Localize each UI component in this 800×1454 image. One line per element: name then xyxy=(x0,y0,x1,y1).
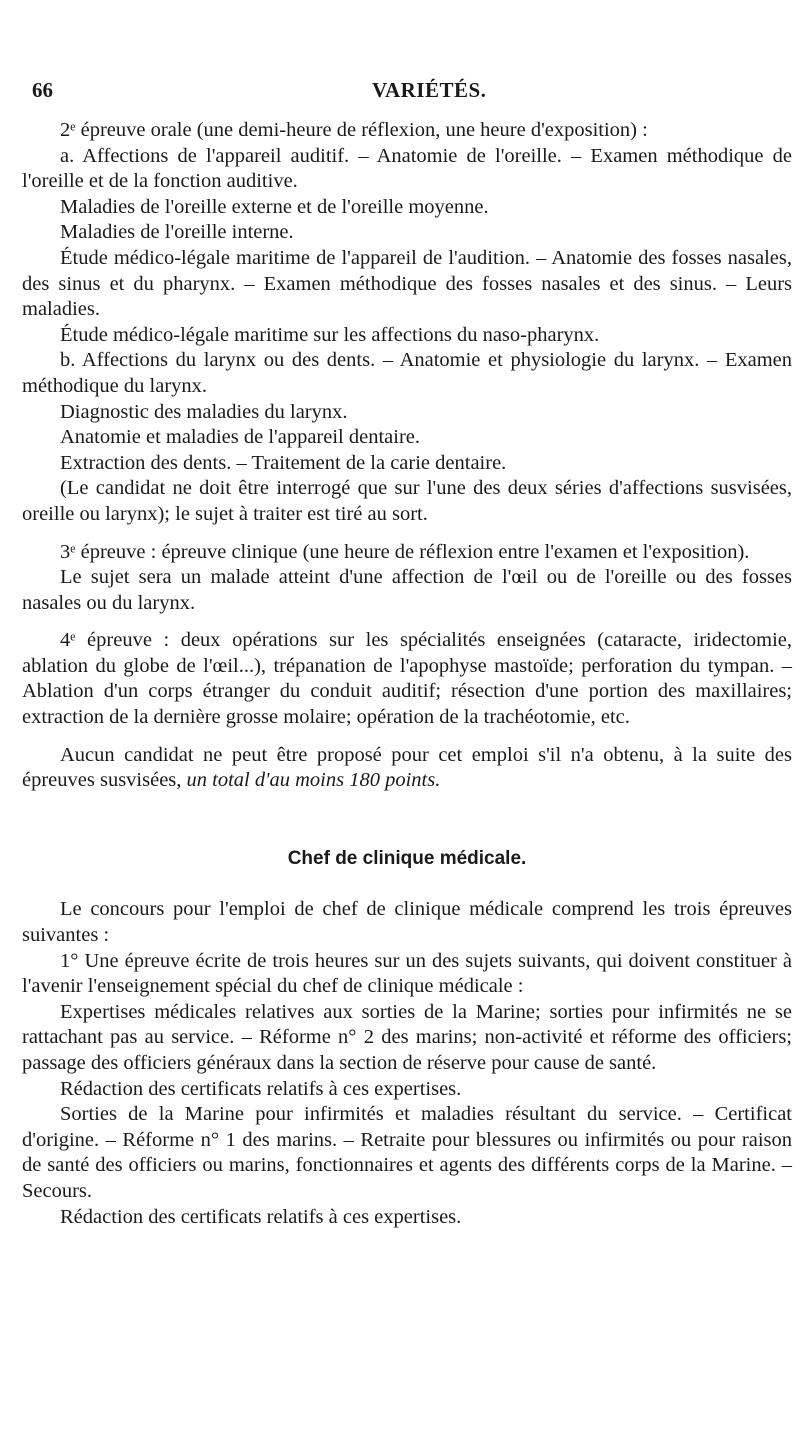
paragraph: Rédaction des certificats relatifs à ces expertises. xyxy=(60,1205,462,1228)
emphasized-text: un total d'au moins 180 points. xyxy=(186,769,441,792)
paragraph: Étude médico-légale maritime de l'appareil de l'audition. – Anatomie des fosses nasales, des sinus et du pharynx. – Examen méthodique des fosses nasales et des sinus. – Leurs maladies. xyxy=(22,246,792,321)
paragraph: Extraction des dents. – Traitement de la carie dentaire. xyxy=(60,451,507,474)
paragraph: Sorties de la Marine pour infirmités et maladies résultant du service. – Certificat d'origine. – Réforme n° 1 des marins. – Retraite pour blessures ou infirmités ou pour raison de santé des officiers ou marins, fonctionnaires et agents des différents corps de la Marine. – Secours. xyxy=(22,1103,792,1202)
document-body xyxy=(22,118,792,1230)
paragraph: Expertises médicales relatives aux sorties de la Marine; sorties pour infirmités ne se rattachant pas au service. – Réforme n° 2 des marins; non-activité et réforme des officiers; passage des officiers généraux dans la section de réserve pour cause de santé. xyxy=(22,1000,792,1074)
page-header xyxy=(32,78,760,106)
paragraph: Le concours pour l'emploi de chef de clinique médicale comprend les trois épreuves suivantes : xyxy=(22,898,792,947)
paragraph: Maladies de l'oreille interne. xyxy=(60,221,294,244)
paragraph: Diagnostic des maladies du larynx. xyxy=(60,400,348,423)
paragraph: 2ᵉ épreuve orale (une demi-heure de réflexion, une heure d'exposition) : xyxy=(60,119,648,141)
paragraph: Étude médico-légale maritime sur les affections du naso-pharynx. xyxy=(60,323,600,346)
paragraph: Maladies de l'oreille externe et de l'oreille moyenne. xyxy=(60,195,489,218)
paragraph: b. Affections du larynx ou des dents. – Anatomie et physiologie du larynx. – Examen méthodique du larynx. xyxy=(22,349,792,397)
paragraph: (Le candidat ne doit être interrogé que sur l'une des deux séries d'affections susvisées, oreille ou larynx); le sujet à traiter est tiré au sort. xyxy=(22,477,792,525)
paragraph-text: Aucun candidat ne peut être proposé pour cet emploi s'il n'a obtenu, à la suite des épreuves susvisées, xyxy=(22,743,792,792)
paragraph: 4ᵉ épreuve : deux opérations sur les spécialités enseignées (cataracte, iridectomie, ablation du globe de l'œil...), trépanation de l'apophyse mastoïde; perforation du tympan. – Ablation d'un corps étranger du conduit auditif; résection d'une portion des maxillaires; extraction de la dernière grosse molaire; opération de la trachéotomie, etc. xyxy=(22,629,792,729)
page-number: 66 xyxy=(32,78,53,102)
paragraph: Anatomie et maladies de l'appareil dentaire. xyxy=(60,426,421,449)
section-heading: Chef de clinique médicale. xyxy=(287,847,527,869)
paragraph: Le sujet sera un malade atteint d'une affection de l'œil ou de l'oreille ou des fosses nasales ou du larynx. xyxy=(22,566,792,614)
paragraph: 3ᵉ épreuve : épreuve clinique (une heure de réflexion entre l'examen et l'exposition). xyxy=(60,540,750,563)
paragraph: a. Affections de l'appareil auditif. – Anatomie de l'oreille. – Examen méthodique de l'oreille et de la fonction auditive. xyxy=(22,144,792,193)
running-head: VARIÉTÉS. xyxy=(372,78,487,102)
paragraph: 1° Une épreuve écrite de trois heures sur un des sujets suivants, qui doivent constituer à l'avenir l'enseignement spécial du chef de clinique médicale : xyxy=(22,949,792,998)
paragraph xyxy=(22,743,792,794)
paragraph: Rédaction des certificats relatifs à ces expertises. xyxy=(60,1077,462,1100)
